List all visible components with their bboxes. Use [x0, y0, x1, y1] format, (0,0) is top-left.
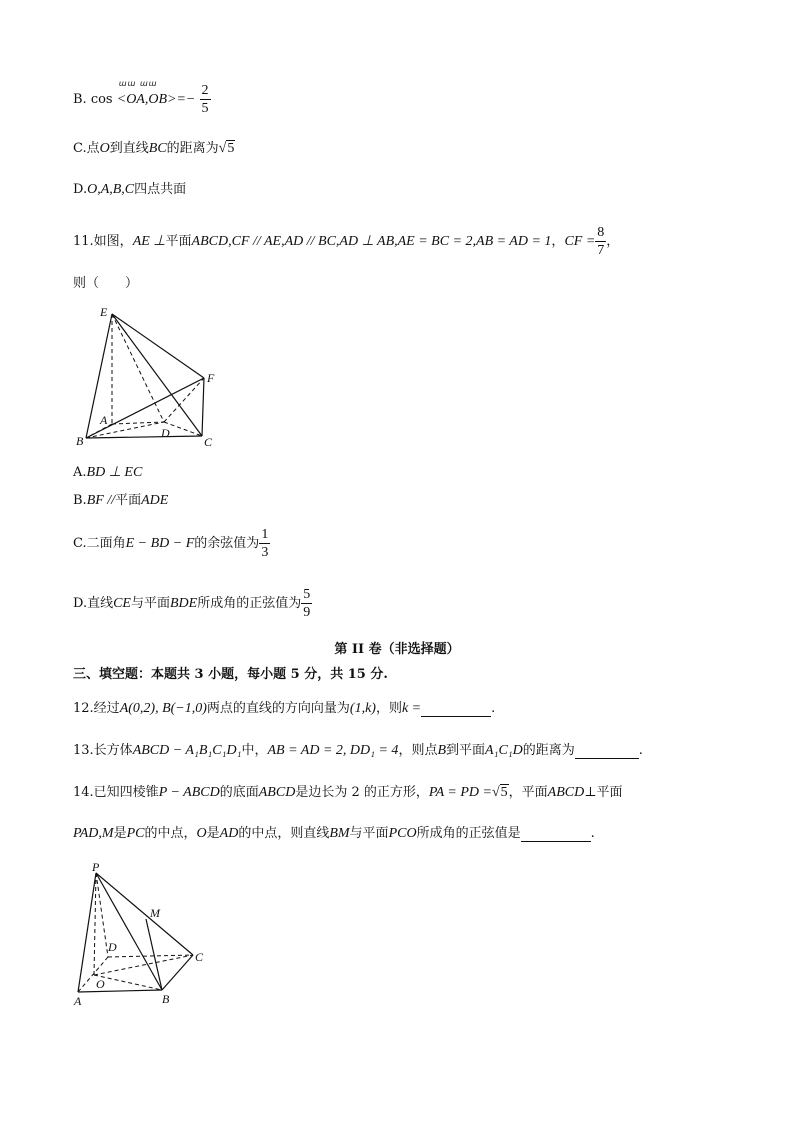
- q13-solid: ABCD − A₁B₁C₁D₁: [132, 743, 242, 758]
- q14-label-b: B: [162, 992, 170, 1006]
- q14-line2-ad: AD: [219, 826, 239, 841]
- q14-mid2: 是边长为 2 的正方形，: [295, 785, 429, 800]
- q11-c-text: C.二面角: [73, 536, 126, 551]
- q14-line2-o: O: [196, 826, 207, 841]
- q10-b-fraction: [200, 82, 211, 117]
- q11-label-b: B: [76, 434, 84, 448]
- q13-plane: A₁C₁D: [485, 743, 523, 758]
- q14-prefix: 14.已知四棱锥: [73, 785, 159, 800]
- q10-c-text: C.点: [73, 141, 100, 156]
- q12-end: .: [491, 701, 496, 716]
- q11-edge-bd: [86, 422, 164, 438]
- q14-edge-ab: [78, 990, 162, 992]
- q14-plane1: ABCD: [547, 785, 585, 800]
- q10-option-d: [73, 178, 186, 198]
- q10-c-rad: 5: [227, 141, 235, 156]
- q14-figure: [70, 855, 220, 1010]
- q11-then: [73, 272, 138, 291]
- q11-cf-num: 8: [597, 225, 605, 240]
- q10-c-bc: BC: [148, 141, 167, 156]
- q14-cond: PA = PD =: [428, 785, 492, 800]
- q11-a-math: BD ⊥ EC: [86, 465, 143, 480]
- q11-b-math2: ADE: [141, 493, 169, 508]
- q14-sqrt: √5: [491, 785, 508, 800]
- q11-b-prefix: B.: [73, 493, 87, 508]
- q12: [73, 697, 495, 717]
- q13-prefix: 13.长方体: [73, 743, 133, 758]
- q11-c-text2: 的余弦值为: [194, 536, 260, 551]
- q11-label-f: F: [207, 371, 215, 385]
- q14-line1: [73, 781, 622, 801]
- q14-edge-bm: [146, 919, 162, 990]
- q10-d-points: O,A,B,C: [87, 182, 135, 197]
- q14-line2-pco: PCO: [388, 826, 417, 841]
- q14-answer-blank[interactable]: [521, 826, 591, 842]
- q11-cf-den: 7: [597, 243, 605, 258]
- q11-option-a: [73, 464, 142, 481]
- q11-then-text: 则（ ）: [73, 276, 139, 291]
- q14-edge-pb: [96, 873, 162, 990]
- q11-d-text2: 与平面: [130, 596, 170, 611]
- q11-number: 11.如图，: [73, 234, 133, 249]
- q14-line2-t1: 是: [113, 826, 127, 841]
- q13-mid4: 的距离为: [522, 743, 575, 758]
- q11-stem: [73, 224, 619, 259]
- q11-edge-bc: [86, 436, 202, 438]
- q14-label-d: D: [108, 940, 117, 954]
- q11-c-math: E − BD − F: [125, 536, 195, 551]
- q11-label-a: A: [100, 413, 108, 427]
- q14-end: .: [590, 826, 595, 841]
- q11-d-den: 9: [303, 605, 311, 620]
- q13-mid: 中，: [241, 743, 268, 758]
- q14-line2: [73, 822, 595, 842]
- q11-label-e: E: [100, 305, 108, 319]
- q14-solid: P − ABCD: [158, 785, 220, 800]
- q10-option-c: [73, 137, 235, 157]
- q10-d-prefix: D.: [73, 182, 88, 197]
- q10-b-vector-arrows: ɯɯ ɯɯ: [118, 79, 158, 88]
- q11-option-b: [73, 489, 168, 509]
- q11-label-c: C: [204, 435, 213, 449]
- q14-mid: 的底面: [219, 785, 259, 800]
- q14-base: ABCD: [258, 785, 296, 800]
- q13-b: B: [437, 743, 447, 758]
- q14-line2-math: PAD,M: [73, 826, 114, 841]
- q11-c-num: 1: [261, 527, 269, 542]
- q14-edge-bc: [162, 955, 193, 990]
- q14-label-o: O: [96, 977, 105, 991]
- q11-c-fraction: [259, 526, 270, 561]
- q11-figure: [72, 300, 232, 455]
- q11-stem-math: AE ⊥: [132, 234, 166, 249]
- q14-label-m: M: [150, 906, 160, 920]
- q11-d-num: 5: [303, 587, 311, 602]
- q14-line2-t4: 的中点，则直线: [238, 826, 330, 841]
- q14-rad: 5: [500, 785, 508, 800]
- q12-points: A(0,2), B(−1,0): [119, 701, 207, 716]
- q12-mid2: ，则: [375, 701, 402, 716]
- q14-edge-dc: [108, 955, 193, 957]
- q10-b-num: 2: [201, 83, 209, 98]
- q14-label-a: A: [74, 994, 82, 1008]
- q10-c-sqrt: √5: [218, 141, 235, 156]
- q12-answer-blank[interactable]: [421, 701, 491, 717]
- q14-line2-bm: BM: [329, 826, 350, 841]
- q13-cond: AB = AD = 2, DD₁ = 4: [267, 743, 399, 758]
- q11-cf-fraction: [595, 224, 606, 259]
- section-heading: 三、填空题：本题共 3 小题，每小题 5 分，共 15 分.: [73, 667, 388, 682]
- q11-d-fraction: [301, 586, 312, 621]
- q11-edge-eb: [86, 314, 112, 438]
- q13-answer-blank[interactable]: [575, 743, 639, 759]
- q14-line2-t2: 的中点，: [144, 826, 197, 841]
- q10-d-suffix: 四点共面: [134, 182, 187, 197]
- section-title: 第 II 卷（非选择题）: [334, 642, 460, 657]
- q10-b-expr: <OA,OB>=−: [116, 92, 196, 107]
- q11-stem-text1: 平面: [165, 234, 192, 249]
- q12-k: k =: [401, 701, 422, 716]
- q14-mid3: ，平面: [508, 785, 548, 800]
- q11-d-text3: 所成角的正弦值为: [197, 596, 302, 611]
- q13: [73, 739, 643, 759]
- q11-label-d: D: [161, 426, 170, 440]
- q11-edge-fc: [202, 378, 204, 436]
- q12-mid: 两点的直线的方向向量为: [206, 701, 350, 716]
- q11-stem-math2: ABCD,CF // AE,AD // BC,AD ⊥ AB,AE = BC = 2,AB = AD = 1: [191, 234, 552, 249]
- q14-line2-t6: 所成角的正弦值是: [416, 826, 521, 841]
- q10-b-vectors: [116, 79, 196, 108]
- q10-c-o: O: [99, 141, 110, 156]
- q11-b-text: 平面: [115, 493, 142, 508]
- q14-label-c: C: [195, 950, 204, 964]
- q13-mid2: ，则点: [398, 743, 438, 758]
- q14-line2-pc: PC: [126, 826, 145, 841]
- q11-c-den: 3: [261, 545, 269, 560]
- q11-edge-ef: [112, 314, 204, 378]
- q13-end: .: [638, 743, 643, 758]
- q11-cf-label: CF =: [564, 234, 596, 249]
- q12-prefix: 12.经过: [73, 701, 120, 716]
- q10-c-mid: 到直线: [109, 141, 149, 156]
- q10-c-mid2: 的距离为: [166, 141, 219, 156]
- q11-tail: ，: [606, 234, 620, 249]
- q12-vec: (1,k): [349, 701, 376, 716]
- q10-b-den: 5: [201, 101, 209, 116]
- q11-b-math: BF //: [86, 493, 116, 508]
- q11-option-c: [73, 526, 270, 561]
- q11-d-text: D.直线: [73, 596, 114, 611]
- q11-a-prefix: A.: [73, 465, 87, 480]
- q14-edge-po: [94, 873, 96, 975]
- q10-b-prefix: B. cos: [73, 92, 113, 107]
- q14-perp: ⊥平面: [584, 785, 623, 800]
- q11-edge-ed: [112, 314, 164, 422]
- q14-line2-t5: 与平面: [349, 826, 389, 841]
- q14-edge-pd: [96, 873, 108, 957]
- q14-line2-t3: 是: [206, 826, 220, 841]
- q11-edge-df: [164, 378, 204, 422]
- q11-d-math2: BDE: [170, 596, 198, 611]
- q10-option-b: [73, 79, 211, 117]
- q13-mid3: 到平面: [446, 743, 486, 758]
- q11-option-d: [73, 586, 312, 621]
- q11-d-math: CE: [113, 596, 131, 611]
- q11-stem-sep: ，: [551, 234, 565, 249]
- q14-label-p: P: [92, 860, 100, 874]
